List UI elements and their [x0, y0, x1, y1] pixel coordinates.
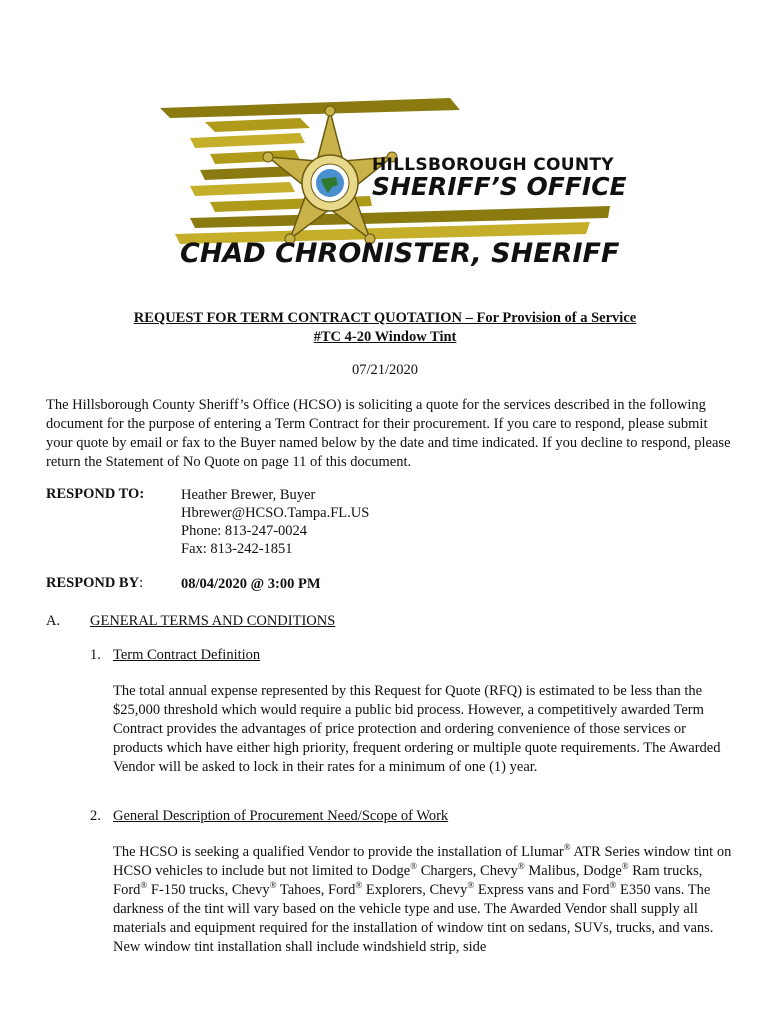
- buyer-email: Hbrewer@HCSO.Tampa.FL.US: [181, 505, 370, 521]
- item-2-title: General Description of Procurement Need/Scope of Work: [113, 808, 449, 824]
- item-1-body: The total annual expense represented by this Request for Quote (RFQ) is estimated to be less than the $25,000 threshold which would require a public bid process. However, a competitively awarded Term Contract provides the advantages of price protection and ordering convenience of those services or products which have either high priority, frequent ordering or multiple quote requirements. The Awarded Vendor will be asked to lock in their rates for a minimum of one (1) year.: [113, 683, 721, 775]
- logo-org-line1: HILLSBOROUGH COUNTY: [372, 155, 614, 175]
- item-2-body: The HCSO is seeking a qualified Vendor to provide the installation of Llumar® ATR Series window tint on HCSO vehicles to include but not limited to Dodge® Chargers, Chevy® Malibus, Dodge® Ram trucks, Ford® F-150 trucks, Chevy® Tahoes, Ford® Explorers, Chevy® Express vans and Ford® E350 vans. The darkness of the tint will vary based on the vehicle type and use. The Awarded Vendor shall supply all materials and equipment required for the installation of window tint on sedans, SUVs, trucks, and vans. New window tint installation shall include windshield strip, side: [113, 842, 732, 955]
- document-title: REQUEST FOR TERM CONTRACT QUOTATION – For Provision of a Service: [133, 310, 637, 326]
- item-2-number: 2.: [90, 808, 101, 824]
- respond-by-label: RESPOND BY:: [46, 575, 144, 591]
- respond-to-block: [181, 486, 369, 558]
- buyer-name: Heather Brewer, Buyer: [181, 487, 316, 503]
- section-a-letter: A.: [46, 613, 61, 629]
- intro-paragraph: The Hillsborough County Sheriff’s Office (HCSO) is soliciting a quote for the services described in the following document for the purpose of entering a Term Contract for their procurement. If you care to respond, please submit your quote by email or fax to the Buyer named below by the date and time indicated. If you decline to respond, please return the Statement of No Quote on page 11 of this document.: [46, 397, 731, 470]
- buyer-fax: Fax: 813-242-1851: [181, 541, 293, 557]
- respond-to-label: RESPOND TO:: [46, 486, 145, 502]
- respond-by-value: 08/04/2020 @ 3:00 PM: [181, 576, 321, 592]
- section-a-title: GENERAL TERMS AND CONDITIONS: [90, 613, 336, 629]
- document-subtitle: #TC 4-20 Window Tint: [313, 329, 457, 345]
- logo-org-line2: SHERIFF’S OFFICE: [372, 172, 627, 201]
- buyer-phone: Phone: 813-247-0024: [181, 523, 308, 539]
- logo-sheriff-name: CHAD CHRONISTER, SHERIFF: [180, 238, 620, 269]
- item-1-title: Term Contract Definition: [113, 647, 261, 663]
- item-1-number: 1.: [90, 647, 101, 663]
- document-date: 07/21/2020: [351, 362, 419, 378]
